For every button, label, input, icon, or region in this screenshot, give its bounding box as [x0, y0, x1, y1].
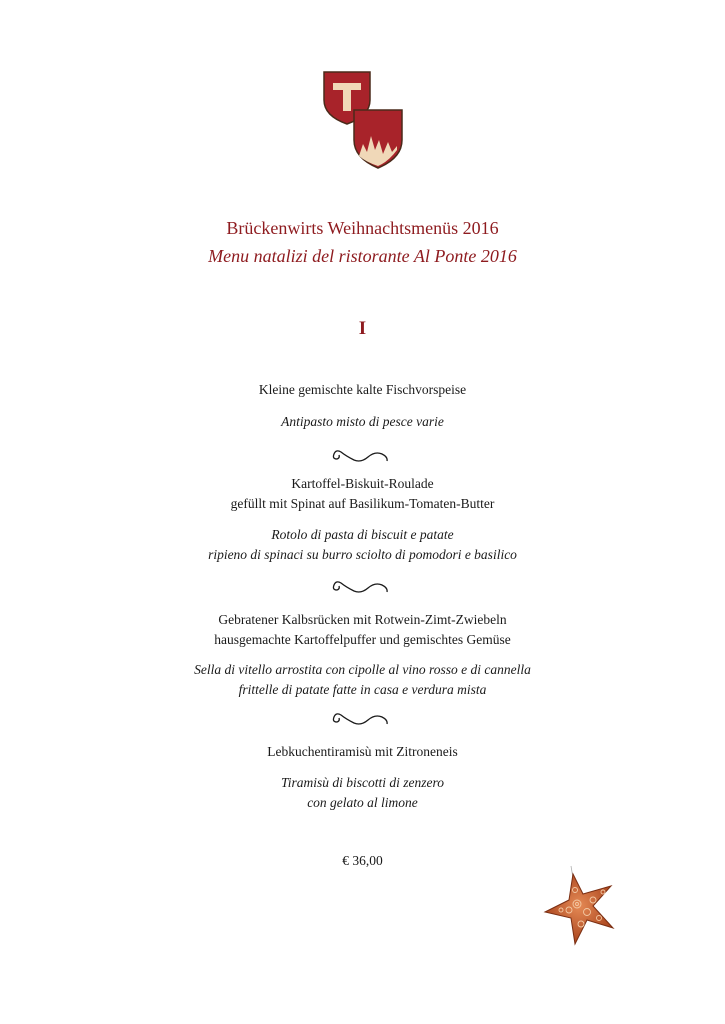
- course-3-italian-line-1: Sella di vitello arrostita con cipolle al vino rosso e di cannella: [194, 662, 531, 677]
- ornament-swirl-icon: [330, 578, 392, 596]
- star-ornament-icon: [541, 864, 625, 948]
- course-3-german-line-2: hausgemachte Kartoffelpuffer und gemischtes Gemüse: [214, 632, 511, 647]
- course-4-italian-line-2: con gelato al limone: [307, 795, 418, 810]
- menu-price: € 36,00: [342, 853, 383, 868]
- course-1-german: Kleine gemischte kalte Fischvorspeise: [258, 382, 467, 397]
- course-2-italian-line-1: Rotolo di pasta di biscuit e patate: [271, 527, 454, 542]
- course-2-italian-line-2: ripieno di spinaci su burro sciolto di pomodori e basilico: [208, 547, 517, 562]
- course-3-italian-line-2: frittelle di patate fatte in casa e verdura mista: [238, 682, 487, 697]
- course-3-german-line-1: Gebratener Kalbsrücken mit Rotwein-Zimt-Zwiebeln: [218, 612, 507, 627]
- course-4-german: Lebkuchentiramisù mit Zitroneneis: [267, 744, 458, 759]
- menu-title-german: Brückenwirts Weihnachtsmenüs 2016: [226, 218, 499, 238]
- course-1-italian: Antipasto misto di pesce varie: [281, 414, 444, 429]
- shield-logo-icon: [318, 66, 410, 172]
- menu-title-italian: Menu natalizi del ristorante Al Ponte 2016: [208, 246, 517, 266]
- course-2-german-line-1: Kartoffel-Biskuit-Roulade: [291, 476, 434, 491]
- course-4-italian-line-1: Tiramisù di biscotti di zenzero: [280, 775, 444, 790]
- ornament-swirl-icon: [330, 447, 392, 465]
- course-2-german-line-2: gefüllt mit Spinat auf Basilikum-Tomaten-Butter: [230, 496, 495, 511]
- menu-number: I: [358, 318, 367, 339]
- ornament-swirl-icon: [330, 710, 392, 728]
